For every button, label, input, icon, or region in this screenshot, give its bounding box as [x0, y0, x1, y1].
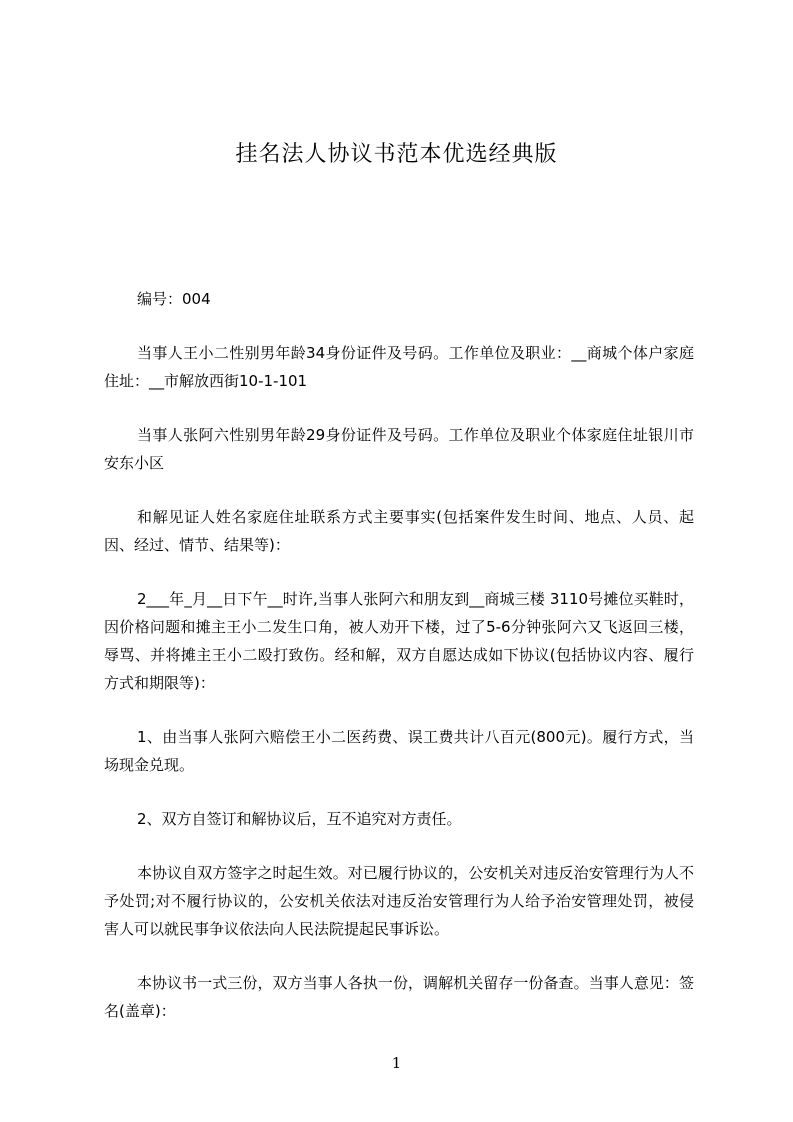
- document-body: [104, 285, 694, 1051]
- paragraph-clause-1: 1、由当事人张阿六赔偿王小二医药费、误工费共计八百元(800元)。履行方式，当场现金兑现。: [104, 728, 694, 774]
- paragraph-party-b: 当事人张阿六性别男年龄29身份证件及号码。工作单位及职业个体家庭住址银川市安东小区: [104, 426, 694, 472]
- paragraph-witness: 和解见证人姓名家庭住址联系方式主要事实(包括案件发生时间、地点、人员、起因、经过、情节、结果等)：: [104, 508, 694, 554]
- paragraph-facts: 2___年_月__日下午__时许,当事人张阿六和朋友到__商城三楼 3110号摊位买鞋时，因价格问题和摊主王小二发生口角，被人劝开下楼，过了5-6分钟张阿六又飞返回三楼，辱骂、并将摊主王小二殴打致伤。经和解，双方自愿达成如下协议(包括协议内容、履行方式和期限等)：: [104, 590, 694, 692]
- document-title: 挂名法人协议书范本优选经典版: [235, 142, 558, 167]
- page-number: 1: [391, 1054, 402, 1072]
- paragraph-clause-2: 2、双方自签订和解协议后，互不追究对方责任。: [137, 810, 462, 828]
- paragraph-copies-signature: 本协议书一式三份，双方当事人各执一份，调解机关留存一份备查。当事人意见：签名(盖章)：: [104, 974, 694, 1020]
- paragraph-effect: 本协议自双方签字之时起生效。对已履行协议的，公安机关对违反治安管理行为人不予处罚;对不履行协议的，公安机关依法对违反治安管理行为人给予治安管理处罚，被侵害人可以就民事争议依法向人民法院提起民事诉讼。: [104, 864, 694, 938]
- paragraph-serial-number: 编号：004: [137, 290, 211, 308]
- paragraph-party-a: 当事人王小二性别男年龄34身份证件及号码。工作单位及职业：__商城个体户家庭住址：__市解放西街10-1-101: [104, 344, 694, 390]
